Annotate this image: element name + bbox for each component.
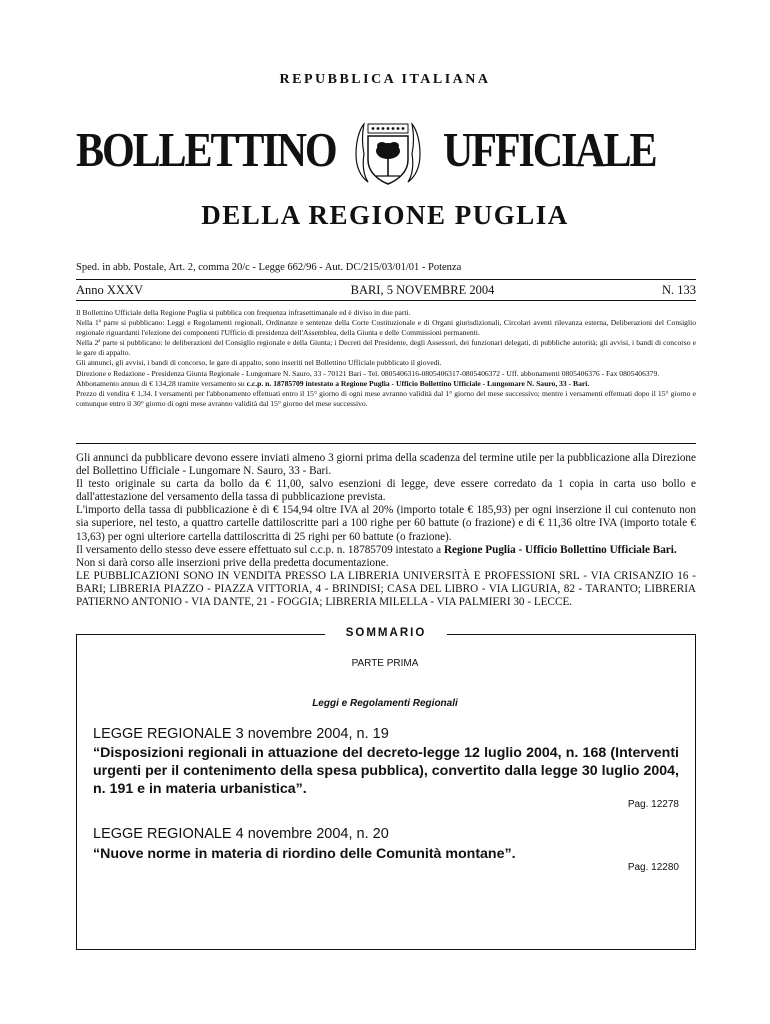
info-paragraph: Prezzo di vendita € 1,34. I versamenti per l'abbonamento effettuati entro il 15° giorno di ogni mese avranno validità dal 1° giorno del mese successivo; mentre i versamenti effettuati dopo il 15° giorno e comunque entro il 30° giorno di ogni mese avranno validità dal 15° giorno del mese successivo. bbox=[76, 388, 696, 408]
sommario-title: SOMMARIO bbox=[325, 627, 447, 639]
issue-row bbox=[76, 283, 696, 298]
masthead-ufficiale: UFFICIALE bbox=[443, 122, 656, 177]
law-heading: LEGGE REGIONALE 3 novembre 2004, n. 19 bbox=[93, 726, 389, 742]
issue-year: Anno XXXV bbox=[76, 283, 144, 297]
payment-text: Il versamento dello stesso deve essere effettuato sul c.c.p. n. 18785709 intestato a bbox=[76, 543, 444, 556]
top-rule bbox=[76, 279, 696, 280]
section-label: Leggi e Regolamenti Regionali bbox=[312, 698, 458, 709]
issue-rule bbox=[76, 300, 696, 301]
info-paragraph: Il Bollettino Ufficiale della Regione Puglia si pubblica con frequenza infrasettimanale ed è diviso in due parti. bbox=[76, 308, 411, 317]
law-page-ref: Pag. 12280 bbox=[627, 862, 679, 873]
notice-paragraph: L'importo della tassa di pubblicazione è di € 154,94 oltre IVA al 20% (importo totale € 185,93) per ogni inserzione il cui contenuto non sia superiore, nel testo, a quattro cartelle dattiloscritte pari a 100 righe per 60 battute (o frazione) e di € 11,36 oltre IVA (importo totale € 13,63) per ogni ulteriore cartella dattiloscritta di 25 righi per 60 battute (o frazione). bbox=[76, 504, 696, 543]
notice-paragraph: Non si darà corso alle inserzioni prive della predetta documentazione. bbox=[76, 556, 389, 569]
masthead-bollettino: BOLLETTINO bbox=[76, 122, 336, 177]
part-label: PARTE PRIMA bbox=[351, 658, 419, 669]
subscription-account: c.c.p. n. 18785709 intestato a Regione Puglia - Ufficio Bollettino Ufficiale - Lungomare N. Sauro, 33 - Bari. bbox=[246, 378, 590, 388]
info-paragraph: Nella 1ª parte si pubblicano: Leggi e Regolamenti regionali, Ordinanze e sentenze della Corte Costituzionale e di Organi giurisdizionali, Circolari aventi rilevanza esterna, Deliberazioni del Consiglio regionale riguardanti l'elezione dei componenti l'Ufficio di presidenza dell'Assemblea, della Giunta e delle Commissioni permanenti. bbox=[76, 318, 696, 338]
issue-date: BARI, 5 NOVEMBRE 2004 bbox=[350, 283, 495, 297]
payment-account: Regione Puglia - Ufficio Bollettino Ufficiale Bari. bbox=[443, 543, 677, 556]
law-title: “Nuove norme in materia di riordino delle Comunità montane”. bbox=[93, 846, 516, 862]
issue-number: N. 133 bbox=[661, 283, 696, 297]
regione-puglia-coat-of-arms-icon bbox=[352, 120, 424, 188]
subscription-text: Abbonamento annuo di € 134,28 tramite versamento su bbox=[76, 378, 247, 388]
info-paragraph: Direzione e Redazione - Presidenza Giunta Regionale - Lungomare N. Sauro, 33 - 70121 Bari - Tel. 0805406316-0805406317-0805406372 - Uff. abbonamenti 0805406376 - Fax 0805406379. bbox=[76, 368, 660, 378]
info-paragraph bbox=[76, 379, 696, 389]
notice-paragraph: Il testo originale su carta da bollo da € 11,00, salvo esenzioni di legge, deve essere corredato da 1 copia in carta uso bollo e dall'attestazione del versamento della tassa di pubblicazione prevista. bbox=[76, 478, 696, 504]
info-paragraph: Gli annunci, gli avvisi, i bandi di concorso, le gare di appalto, sono inseriti nel Bollettino Ufficiale pubblicato il giovedì. bbox=[76, 358, 442, 368]
info-paragraph: Nella 2ª parte si pubblicano: le deliberazioni del Consiglio regionale e della Giunta; i Decreti del Presidente, degli Assessori, dei funzionari delegati, di pubbliche autorità; gli avvisi, i bandi di concorso e le gare di appalto. bbox=[76, 338, 696, 358]
postal-line: Sped. in abb. Postale, Art. 2, comma 20/c - Legge 662/96 - Aut. DC/215/03/01/01 - Potenza bbox=[76, 262, 462, 273]
info-rule bbox=[76, 443, 696, 444]
notice-paragraph: Gli annunci da pubblicare devono essere inviati almeno 3 giorni prima della scadenza del termine utile per la pubblicazione alla Direzione del Bollettino Ufficiale - Lungomare N. Sauro, 33 - Bari. bbox=[76, 452, 696, 478]
law-page-ref: Pag. 12278 bbox=[627, 799, 679, 810]
law-heading: LEGGE REGIONALE 4 novembre 2004, n. 20 bbox=[93, 826, 389, 842]
republic-heading: REPUBBLICA ITALIANA bbox=[279, 72, 491, 87]
masthead-subtitle: DELLA REGIONE PUGLIA bbox=[201, 200, 569, 230]
notice-paragraph: LE PUBBLICAZIONI SONO IN VENDITA PRESSO LA LIBRERIA UNIVERSITÀ E PROFESSIONI SRL - VIA CRISANZIO 16 - BARI; LIBRERIA PIAZZO - PIAZZA VITTORIA, 4 - BRINDISI; CASA DEL LIBRO - VIA LIGURIA, 82 - TARANTO; LIBRERIA PATIERNO ANTONIO - VIA DANTE, 21 - FOGGIA; LIBRERIA MILELLA - VIA PALMIERI 30 - LECCE. bbox=[76, 569, 696, 609]
notices-block bbox=[76, 452, 696, 609]
info-block bbox=[76, 308, 696, 409]
law-title: “Disposizioni regionali in attuazione del decreto-legge 12 luglio 2004, n. 168 (Interventi urgenti per il contenimento della spesa pubblica), convertito dalla legge 30 luglio 2004, n. 191 e in materia urbanistica”. bbox=[93, 745, 679, 797]
notice-paragraph bbox=[76, 544, 696, 557]
